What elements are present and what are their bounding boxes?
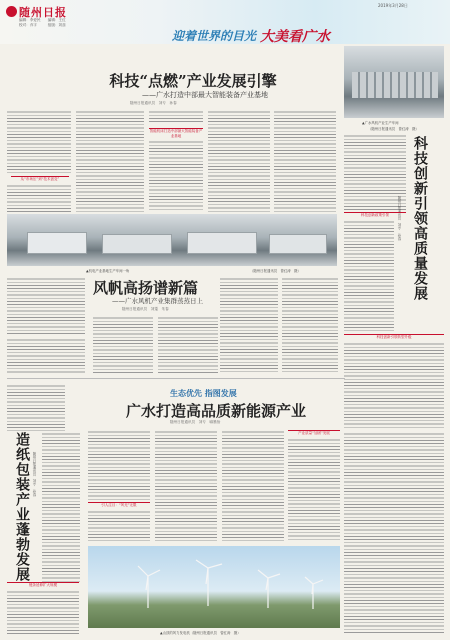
right-text-b (344, 220, 394, 332)
story1-photo-caption: ▲机电产业基地生产车间一角 (86, 269, 130, 273)
right-callout-2: 科技创新引领转型升级 (344, 334, 444, 340)
story1-photo-credit: （随州日报通讯员 曾红涛 摄） (250, 269, 301, 273)
left-vertical-title: 造纸包装产业蓬勃发展 (14, 432, 30, 582)
story2-text-col4 (282, 277, 338, 374)
proofreader-line: 校对：乔宇 组版：刘蕊 (19, 23, 66, 27)
story2-text-col1 (93, 316, 153, 374)
story3-title: 广水打造高品质新能源产业 (126, 402, 307, 420)
masthead (0, 0, 450, 44)
story1-byline: 随州日报通讯员 刘专 孙春 (130, 101, 177, 105)
right-callout: 科技创新政策引领 (344, 212, 406, 218)
right-byline: 随州日报通讯员 刘专 孙春 (397, 196, 401, 241)
story1-factory-photo (7, 214, 337, 266)
story3-callout-right: 产业质量“加固”发展 (288, 430, 340, 436)
story3-kicker: 生态优先 指图发展 (170, 389, 237, 398)
story3-text-col2 (155, 430, 217, 542)
story1-text-col2 (76, 110, 144, 212)
story2-byline: 随州日报通讯员 刘蓬 朱春 (122, 307, 169, 311)
left-callout: 链条延伸扩大规模 (7, 582, 79, 588)
story1-subtitle: ——广水打造中部最大智能装备产业基地 (142, 91, 268, 99)
story1-callout-left: 从“市场压”到“技术创变” (11, 176, 69, 182)
story3-text-col5 (344, 432, 444, 634)
issue-date: 2019年3月28日 (378, 3, 408, 8)
wind-turbine-photo (88, 546, 340, 628)
story2-text-col0b (7, 338, 85, 374)
story1-text-col1 (7, 110, 71, 174)
story2-title: 风帆高扬谱新篇 (93, 279, 199, 297)
story2-subtitle: ——广水风机产业集群蒸蒸日上 (112, 297, 203, 305)
story3-byline: 随州日报通讯员 刘专 喻墨怡 (170, 420, 221, 424)
story3-text-col1 (88, 430, 150, 500)
right-photo-caption: ▲广水风机产业生产车间 (362, 121, 399, 125)
newspaper-name: 随州日报 (19, 6, 67, 19)
left-text-b (42, 432, 80, 582)
editor-line: 编辑：李爱民 编辑：王红 (19, 18, 66, 22)
story3-text-col4 (288, 438, 340, 542)
newspaper-logo-icon (6, 6, 17, 17)
story1-text-col1b (7, 184, 71, 212)
story3-text-col3 (222, 430, 284, 542)
right-vertical-title: 科技创新引领高质量发展 (412, 136, 428, 301)
story1-text-col3b (149, 140, 203, 212)
story3-photo-caption: ▲山顶的风力发电机（随州日报通讯员 曾红涛 摄） (160, 631, 241, 635)
story3-text-col1b (88, 510, 150, 542)
story1-title: 科技“点燃”产业发展引擎 (109, 72, 277, 90)
story1-text-col3a (149, 110, 203, 124)
story2-text-col2 (158, 316, 218, 374)
right-factory-photo (344, 46, 444, 118)
slogan-left: 迎着世界的目光 (172, 29, 257, 43)
left-text-c (7, 590, 79, 634)
story1-text-col5 (274, 110, 336, 212)
story2-text-col0 (7, 277, 85, 335)
left-byline: 随州日报通讯员 刘专 孙春 (32, 452, 36, 497)
section-divider (7, 378, 345, 379)
story2-text-col3 (220, 277, 278, 374)
slogan-right: 大美看广水 (260, 29, 330, 45)
story1-callout-mid: 智能机床打造中部最大智能装备产业基地 (149, 129, 203, 138)
right-text-c (344, 342, 444, 428)
left-text-a (7, 384, 65, 432)
wind-turbine-icon (88, 546, 340, 628)
story3-callout-left: 引人注目：“风光”无限 (88, 502, 150, 508)
right-photo-credit: （随州日报通讯员 曾红涛 摄） (368, 127, 419, 131)
story1-text-col4 (208, 110, 270, 212)
